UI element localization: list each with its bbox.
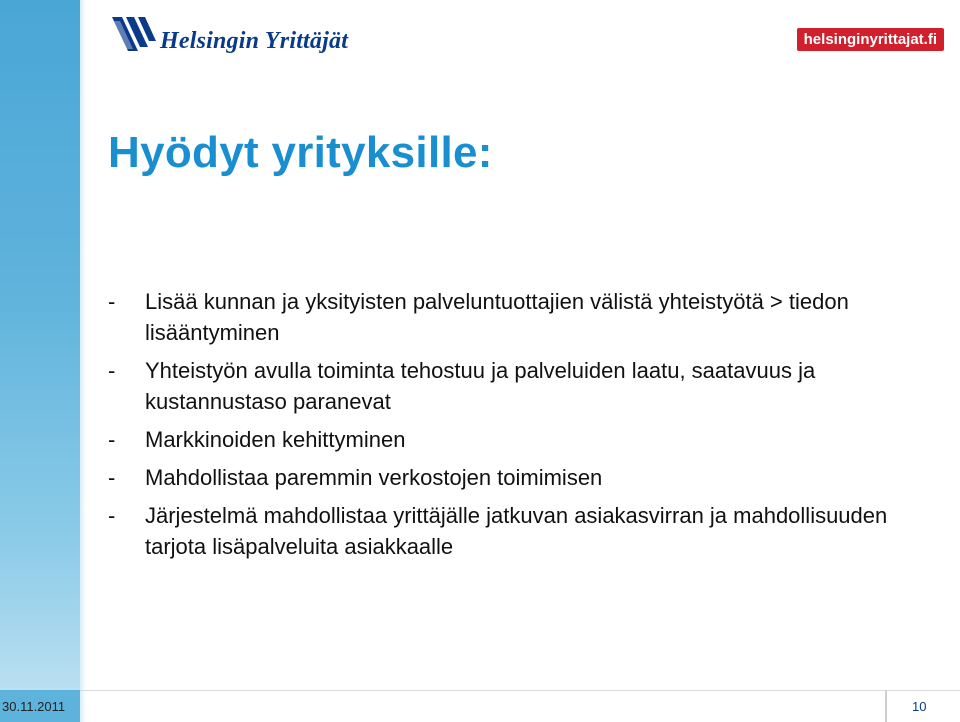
list-item [108, 500, 938, 562]
bullet-dash: - [108, 427, 116, 452]
page-number: 10 [912, 699, 927, 714]
bullet-text: Yhteistyön avulla toiminta tehostuu ja palveluiden laatu, saatavuus ja kustannustaso paranevat [145, 358, 816, 414]
bullet-text: Markkinoiden kehittyminen [145, 427, 406, 452]
bullet-dash: - [108, 358, 116, 383]
footer-divider [80, 690, 960, 691]
bullet-text: Lisää kunnan ja yksityisten palveluntuottajien välistä yhteistyötä > tiedon lisääntyminen [145, 289, 849, 345]
sidebar-gradient [0, 0, 80, 722]
logo-stripes-icon [112, 17, 156, 51]
logo-text: Helsingin Yrittäjät [160, 27, 349, 54]
bullet-text: Mahdollistaa paremmin verkostojen toimimisen [145, 465, 603, 490]
bullet-text: Järjestelmä mahdollistaa yrittäjälle jatkuvan asiakasvirran ja mahdollisuuden tarjota lisäpalveluita asiakkaalle [145, 503, 888, 559]
bullet-dash: - [108, 289, 116, 314]
list-item [108, 286, 938, 348]
bullet-dash: - [108, 465, 116, 490]
bullet-dash: - [108, 503, 116, 528]
slide-title: Hyödyt yrityksille: [108, 128, 493, 177]
site-badge[interactable]: helsinginyrittajat.fi [797, 28, 944, 51]
list-item [108, 424, 938, 455]
bullet-list [108, 286, 938, 569]
list-item [108, 355, 938, 417]
sidebar-edge [80, 0, 86, 722]
list-item [108, 462, 938, 493]
logo [112, 14, 348, 54]
footer-date: 30.11.2011 [2, 699, 66, 714]
footer-separator [885, 690, 887, 722]
